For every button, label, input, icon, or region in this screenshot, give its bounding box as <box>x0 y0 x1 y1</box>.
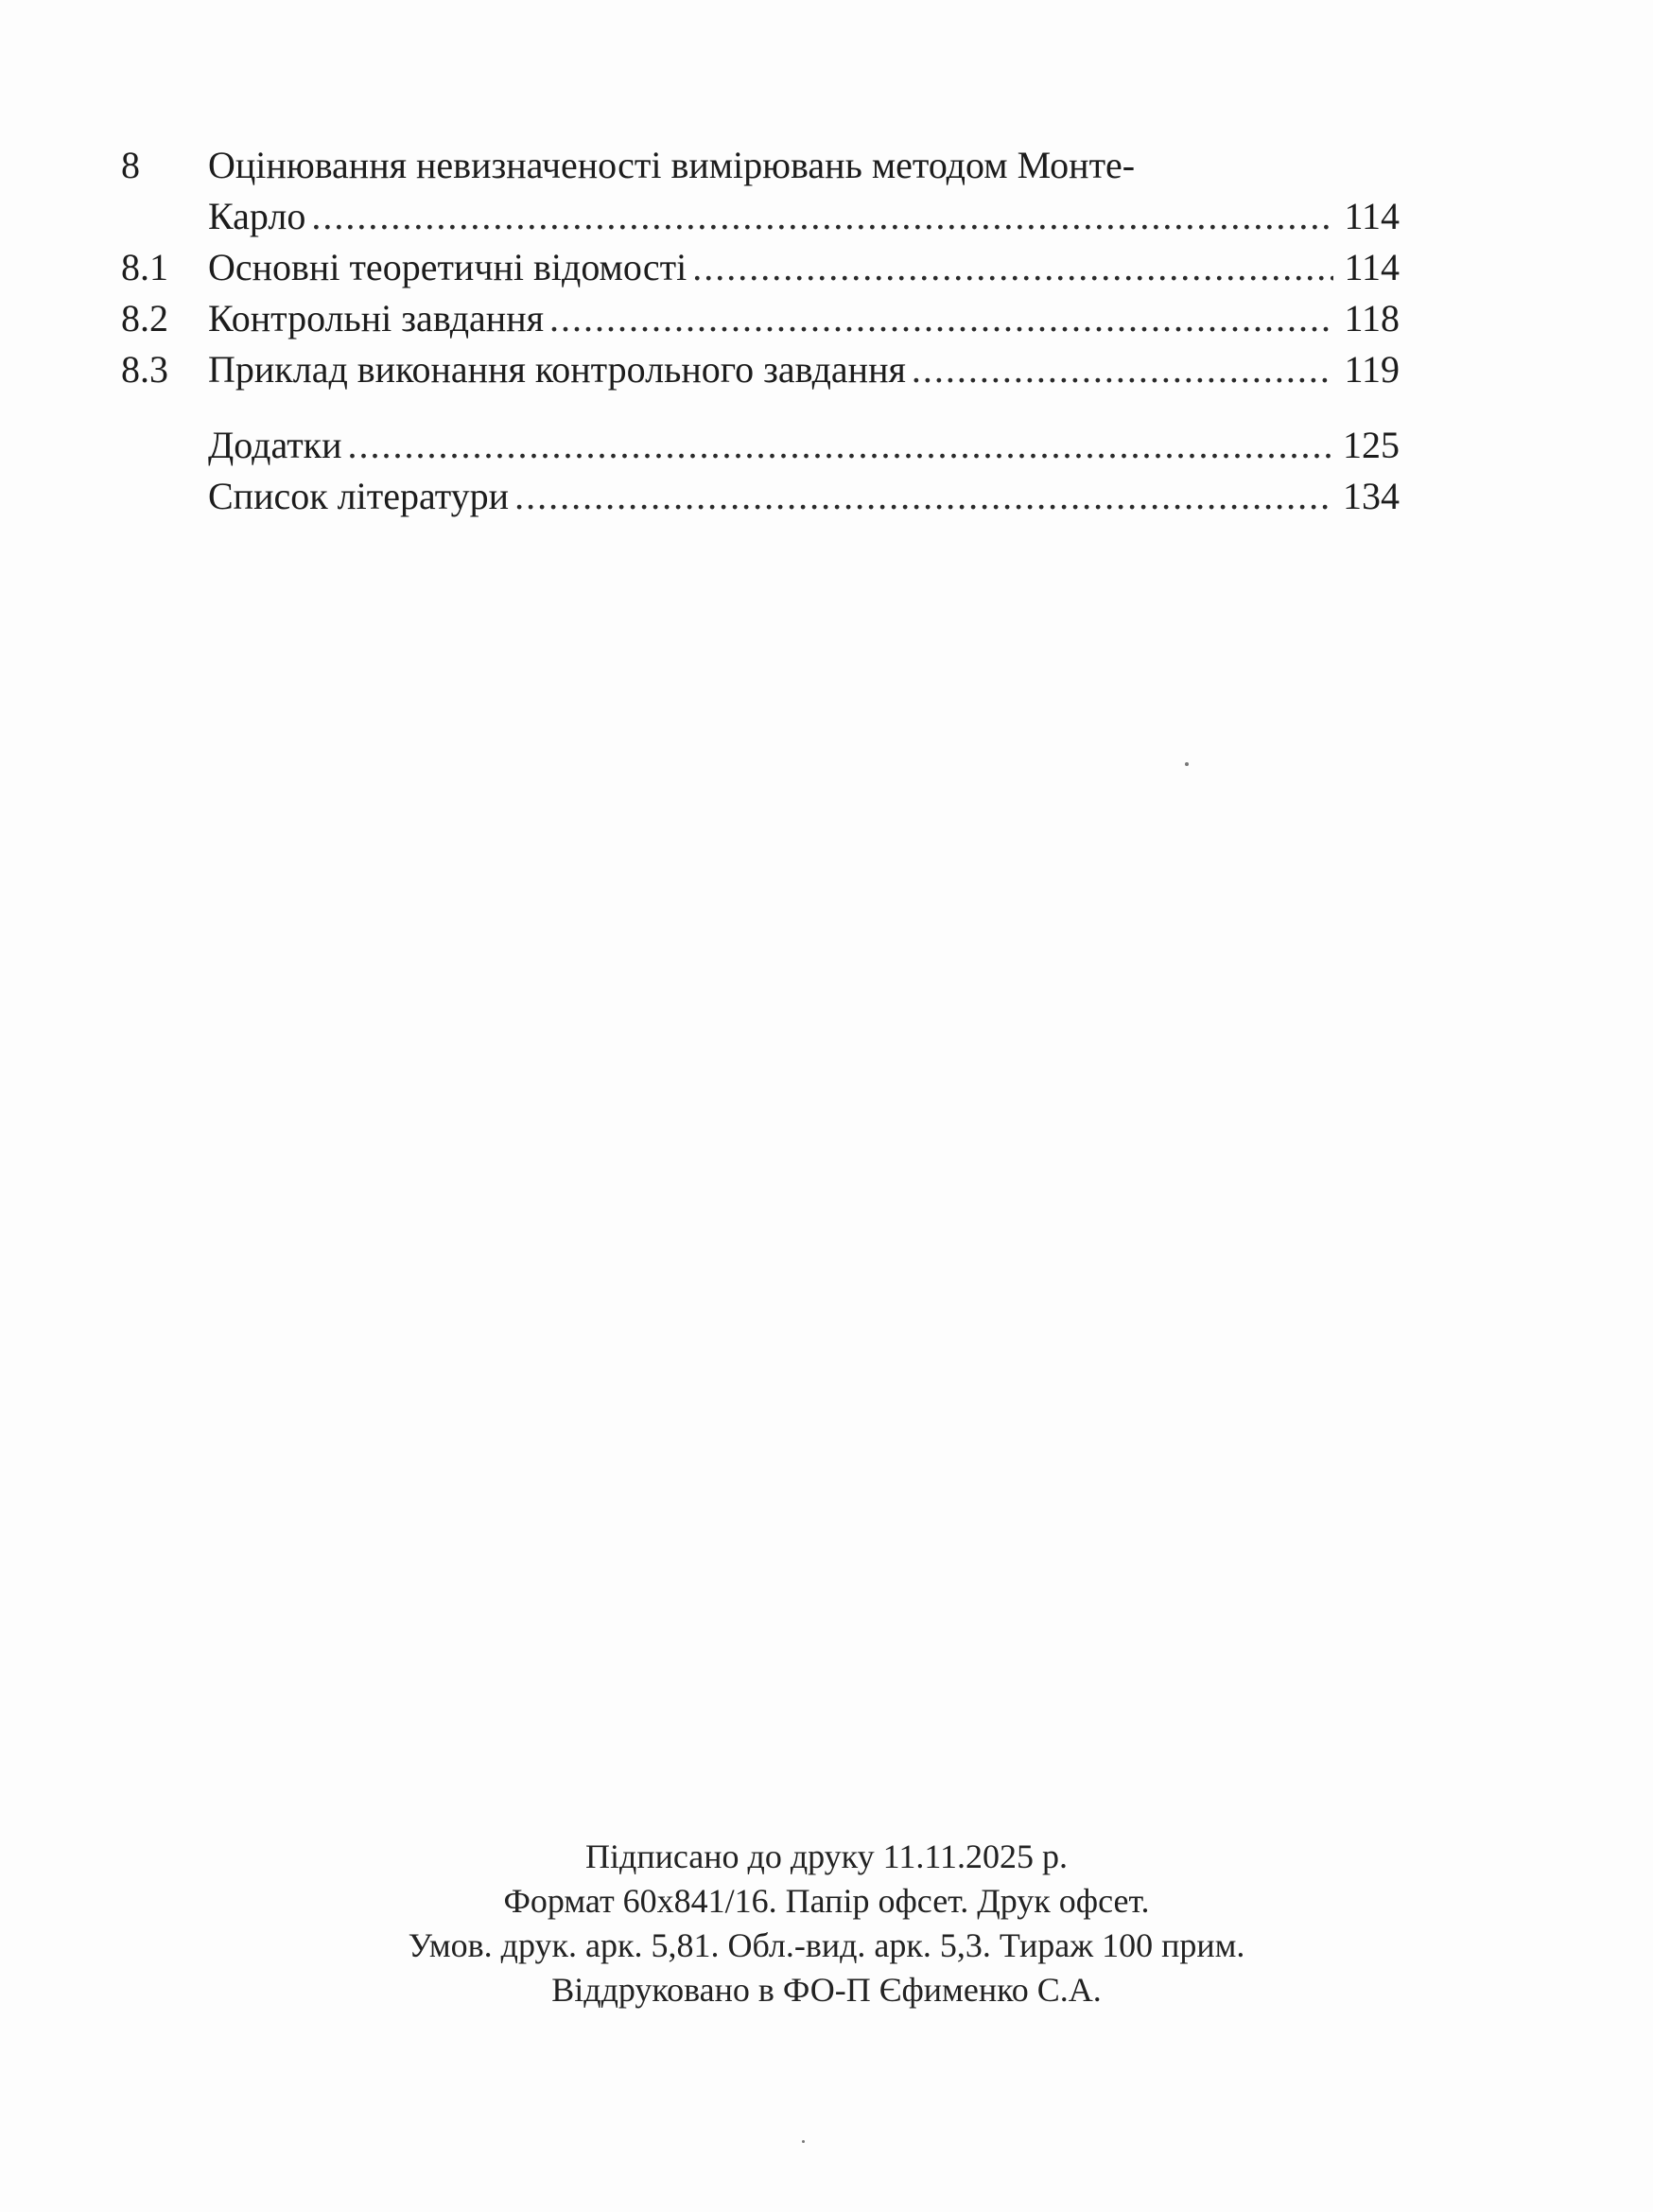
toc-appendix-title: Додатки <box>208 424 342 466</box>
toc-references-title: Список літератури <box>208 475 510 517</box>
toc-leader-dots <box>305 191 1333 242</box>
toc-leader-dots <box>906 344 1333 395</box>
toc-section-row <box>121 344 1400 395</box>
toc-leader-dots <box>342 420 1333 471</box>
toc-leader-dots <box>544 293 1333 344</box>
toc-section-number: 8.3 <box>121 348 168 391</box>
paper-speck <box>802 2140 805 2143</box>
toc-section-row <box>121 242 1400 293</box>
toc-chapter-page: 114 <box>1344 195 1400 237</box>
toc-chapter-title-line2: Карло <box>208 195 306 237</box>
imprint-printer-line: Віддруковано в ФО-П Єфименко С.А. <box>551 1971 1102 2009</box>
imprint-signed-line: Підписано до друку 11.11.2025 р. <box>585 1838 1068 1875</box>
toc-section-title: Основні теоретичні відомості <box>208 246 687 288</box>
toc-chapter-number: 8 <box>121 144 140 186</box>
table-of-contents <box>121 140 1400 522</box>
toc-appendix-row <box>121 420 1400 471</box>
publication-imprint <box>0 1835 1653 2012</box>
toc-references-row <box>121 471 1400 522</box>
toc-section-row <box>121 293 1400 344</box>
toc-section-page: 114 <box>1344 246 1400 288</box>
toc-leader-dots <box>509 471 1333 522</box>
toc-section-page: 119 <box>1344 348 1400 391</box>
toc-section-number: 8.2 <box>121 297 168 340</box>
toc-section-title: Приклад виконання контрольного завдання <box>208 348 906 391</box>
toc-chapter-row-continued <box>121 191 1400 242</box>
toc-section-number: 8.1 <box>121 246 168 288</box>
toc-chapter-title-line1: Оцінювання невизначеності вимірювань методом Монте- <box>208 144 1136 186</box>
paper-speck <box>1185 762 1189 766</box>
toc-section-page: 118 <box>1344 297 1400 340</box>
imprint-format-line: Формат 60x841/16. Папір офсет. Друк офсет. <box>503 1882 1150 1920</box>
toc-chapter-row <box>121 140 1400 191</box>
imprint-sheets-line: Умов. друк. арк. 5,81. Обл.-вид. арк. 5,3. Тираж 100 прим. <box>408 1926 1245 1964</box>
toc-leader-dots <box>687 242 1333 293</box>
toc-section-title: Контрольні завдання <box>208 297 545 340</box>
toc-references-page: 134 <box>1343 475 1400 517</box>
toc-appendix-page: 125 <box>1343 424 1400 466</box>
